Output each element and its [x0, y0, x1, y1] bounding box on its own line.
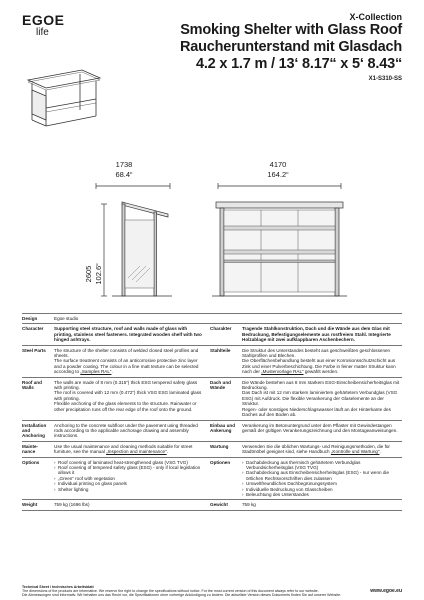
roof-de-1: Die Wände bestehen aus 8 mm starkem ESG-Einscheibensicherheitsglas mit Bedruckung. — [242, 379, 400, 391]
design-value: Egoe studio — [54, 316, 79, 321]
title-dimensions: 4.2 x 1.7 m / 13‘ 8.17“ x 5‘ 8.43“ — [195, 56, 402, 72]
installation-label-de — [206, 423, 242, 439]
installation-label-en-3: Anchoring — [22, 433, 45, 439]
list-item: › Roof covering of laminated heat-strengthened glass (VSG TVG) — [54, 460, 202, 465]
installation-label-de-2: Ankerung — [210, 427, 232, 433]
steel-de-2-text: Die Oberflächenbehandlung besteht aus einer Korrosionsschutzschicht aus Zink und einer Pulverbeschichtung. Die Farbe in feiner matter Struktur kann nach der — [242, 358, 396, 375]
character-label-de: Charakter — [210, 326, 232, 332]
side-width-in: 68.4“ — [115, 170, 133, 179]
maintenance-de-end: . — [379, 449, 381, 455]
product-code: X1-S310-SS — [368, 76, 402, 82]
list-item: › Individual printing on glass panels — [54, 481, 202, 486]
list-item: › Shelter lighting — [54, 487, 202, 492]
height-in: 102.6“ — [94, 263, 103, 285]
roof-en-1: The walls are made of 8 mm (0.315“) thick ESG tempered safety glass with printing. — [54, 379, 198, 391]
installation-en: Anchoring to the concrete subfloor under the pavement using threaded rods according to the applicable anchorage drawing and assembly instructions. — [54, 422, 198, 439]
side-view-drawing — [92, 180, 182, 300]
steel-de — [242, 348, 402, 375]
front-width-in: 164.2“ — [267, 170, 289, 179]
roof-de-2: Das Dach ist mit 12 mm starkem laminiertem gehärtetem Verbundglas (VSG ESG) mit Aufdruck. Die flexible Verankerung der Glaselemente an der Struktur. — [242, 390, 398, 407]
front-view-drawing — [212, 180, 347, 300]
list-item: › Umweltfreundliches Dachbegrünungssystem — [242, 481, 402, 486]
steel-de-end: gewählt werden. — [303, 369, 339, 375]
roof-en — [54, 380, 206, 418]
list-item: › Dachabdeckung aus Einscheibensicherheitsglas (ESG) - nur wenn die örtlichen Rechtsvorschriften dies zulassen — [242, 470, 402, 481]
samples-ral-link[interactable]: „Samples RAL“ — [80, 369, 112, 375]
brand-name: EGOE — [22, 12, 65, 28]
options-en-list — [54, 460, 202, 492]
maintenance-label-en-1: Mainte- — [22, 443, 39, 449]
options-label-en: Options — [22, 459, 40, 465]
roof-label-de — [206, 380, 242, 418]
brand-sub: life — [36, 27, 49, 38]
steel-de-1: Die Struktur des Unterstandes besteht aus geschweißten geschlossenen Stahlprofilen und Blechen. — [242, 347, 391, 359]
steel-de-2 — [242, 358, 402, 374]
spec-row-steel — [22, 345, 402, 377]
steel-en-end: . — [111, 369, 113, 375]
shelter-thumbnail — [24, 66, 104, 128]
footer-line-en: The dimensions of the products are informative. We reserve the right to change the specifications without notice. For the most current version of this document always refer to our website. — [22, 589, 319, 594]
design-label: Design — [22, 316, 38, 321]
roof-de-3: Regen- oder sonstiges Niederschlagswasser läuft an der Hinterkante des Daches auf den Boden ab. — [242, 406, 391, 418]
list-item: › Individuelle Bedruckung von Glasscheiben — [242, 487, 402, 492]
roof-de — [242, 380, 402, 418]
side-width-dimension — [94, 160, 154, 180]
roof-en-2: The roof is covered with 12 mm (0.472“) thick VSG ESG laminated glass with printing. — [54, 390, 202, 401]
maintenance-en — [54, 444, 206, 455]
roof-label-en-2: Walls — [22, 385, 34, 391]
weight-en: 759 kg (1696 lbs) — [54, 502, 90, 508]
spec-table — [22, 313, 402, 511]
maintenance-label-de: Wartung — [210, 443, 229, 449]
weight-label-de: Gewicht — [210, 502, 228, 508]
roof-label-en — [22, 380, 54, 418]
list-item: › Dachabdeckung aus thermisch gehärtetem Verbundglas Verbundsicherheitsglas (VSG TVG) — [242, 460, 402, 471]
page-header — [180, 12, 402, 82]
list-item: › Beleuchtung des Unterstandes — [242, 492, 402, 497]
maintenance-label-en-2: nance — [22, 449, 36, 455]
spec-row-design — [22, 313, 402, 323]
options-de-list — [242, 460, 402, 498]
inspection-maintenance-link[interactable]: „Inspection and maintenance“ — [106, 449, 167, 455]
roof-en-3: Flexible anchoring of the glass elements to the structure. Rainwater or other precipitation runs off the rear edge of the roof onto the ground. — [54, 401, 197, 412]
height-mm: 2605 — [84, 265, 93, 283]
roof-label-de-1: Dach und — [210, 379, 231, 385]
footer-line-de: Die Abmessungen sind informativ. Wir behalten uns das Recht vor, die Spezifikationen ohne vorherige Ankündigung zu ändern. Die aktuellste Version dieses Dokuments finden Sie auf unserer Website. — [22, 593, 342, 598]
steel-en-1: The structure of the shelter consists of welded closed steel profiles and sheets. — [54, 347, 199, 359]
installation-label-en-1: Installation — [22, 422, 47, 428]
collection-label: X-Collection — [349, 12, 402, 22]
options-en — [54, 460, 206, 498]
steel-label-de: Stahlteile — [210, 347, 231, 353]
mustervorlage-ral-link[interactable]: „Mustervorlage RAL“ — [261, 369, 304, 375]
title-de: Raucherunterstand mit Glasdach — [179, 39, 402, 55]
side-width-mm: 1738 — [115, 160, 133, 169]
footer-title: Technical Sheet / technisches Arbeitsblatt — [22, 585, 94, 589]
weight-de: 759 kg — [242, 502, 256, 508]
front-width-dimension — [218, 160, 338, 180]
front-width-mm: 4170 — [269, 160, 287, 169]
roof-label-en-1: Roof and — [22, 379, 42, 385]
steel-en-2-text: The surface treatment consists of an anticorrosive protective zinc layer and a powder coating. The colour in a fine matt texture can be selected according to — [54, 358, 199, 375]
weight-label-en: Weight — [22, 502, 38, 508]
character-de: Tragende Stahlkonstruktion, Dach und die Wände aus dem Glas mit Bedruckung, Befestigungselemente aus rostfreiem Stahl. Integrierte Holzablage mit zwei aufklappbaren Aschenbechern. — [242, 326, 391, 343]
maintenance-en-end: . — [166, 449, 168, 455]
spec-row-maintenance — [22, 441, 402, 457]
maintenance-de-text: Verwenden Sie die üblichen Wartungs- und Reinigungsmethoden, die für Stadtmöbel geeignet sind, siehe Handbuch — [242, 443, 390, 455]
installation-label-en-2: and — [22, 427, 31, 433]
installation-de: Verankerung im Betonuntergrund unter dem Pflaster mit Gewindestangen gemäß der gültigen Verankerungszeichnung und den Montageanweisungen. — [242, 422, 398, 433]
maintenance-de — [242, 444, 402, 455]
installation-label-en — [22, 423, 54, 439]
steel-en — [54, 348, 206, 375]
installation-label-de-1: Einbau und — [210, 422, 236, 428]
character-en: Supporting steel structure, roof and walls made of glass with printing, stainless steel fasteners. Integrated wooden shelf with two hinged ashtrays. — [54, 326, 202, 343]
list-item: › „Green“ roof with vegetation — [54, 476, 202, 481]
spec-row-options — [22, 457, 402, 500]
spec-row-weight — [22, 499, 402, 510]
brand-logo — [22, 13, 64, 38]
options-de — [242, 460, 402, 498]
list-item: › Roof covering of tempered safety glass (ESG) - only if local legislation allows it — [54, 465, 202, 476]
options-label-de: Optionen — [210, 459, 231, 465]
website-link[interactable]: www.egoe.eu — [370, 588, 402, 594]
steel-en-2 — [54, 358, 202, 374]
character-label-en: Character — [22, 326, 44, 332]
title-en: Smoking Shelter with Glass Roof — [180, 22, 402, 38]
maintenance-en-text: Use the usual maintenance and cleaning methods suitable for street furniture, see the manual — [54, 443, 193, 455]
maintenance-label-en — [22, 444, 54, 455]
spec-row-installation — [22, 420, 402, 441]
kontrolle-wartung-link[interactable]: „Kontrolle und Wartung“ — [330, 449, 380, 455]
page-footer — [22, 585, 402, 598]
spec-row-character — [22, 323, 402, 344]
spec-row-roof — [22, 377, 402, 420]
steel-label-en: Steel Parts — [22, 347, 46, 353]
roof-label-de-2: Wände — [210, 385, 226, 391]
